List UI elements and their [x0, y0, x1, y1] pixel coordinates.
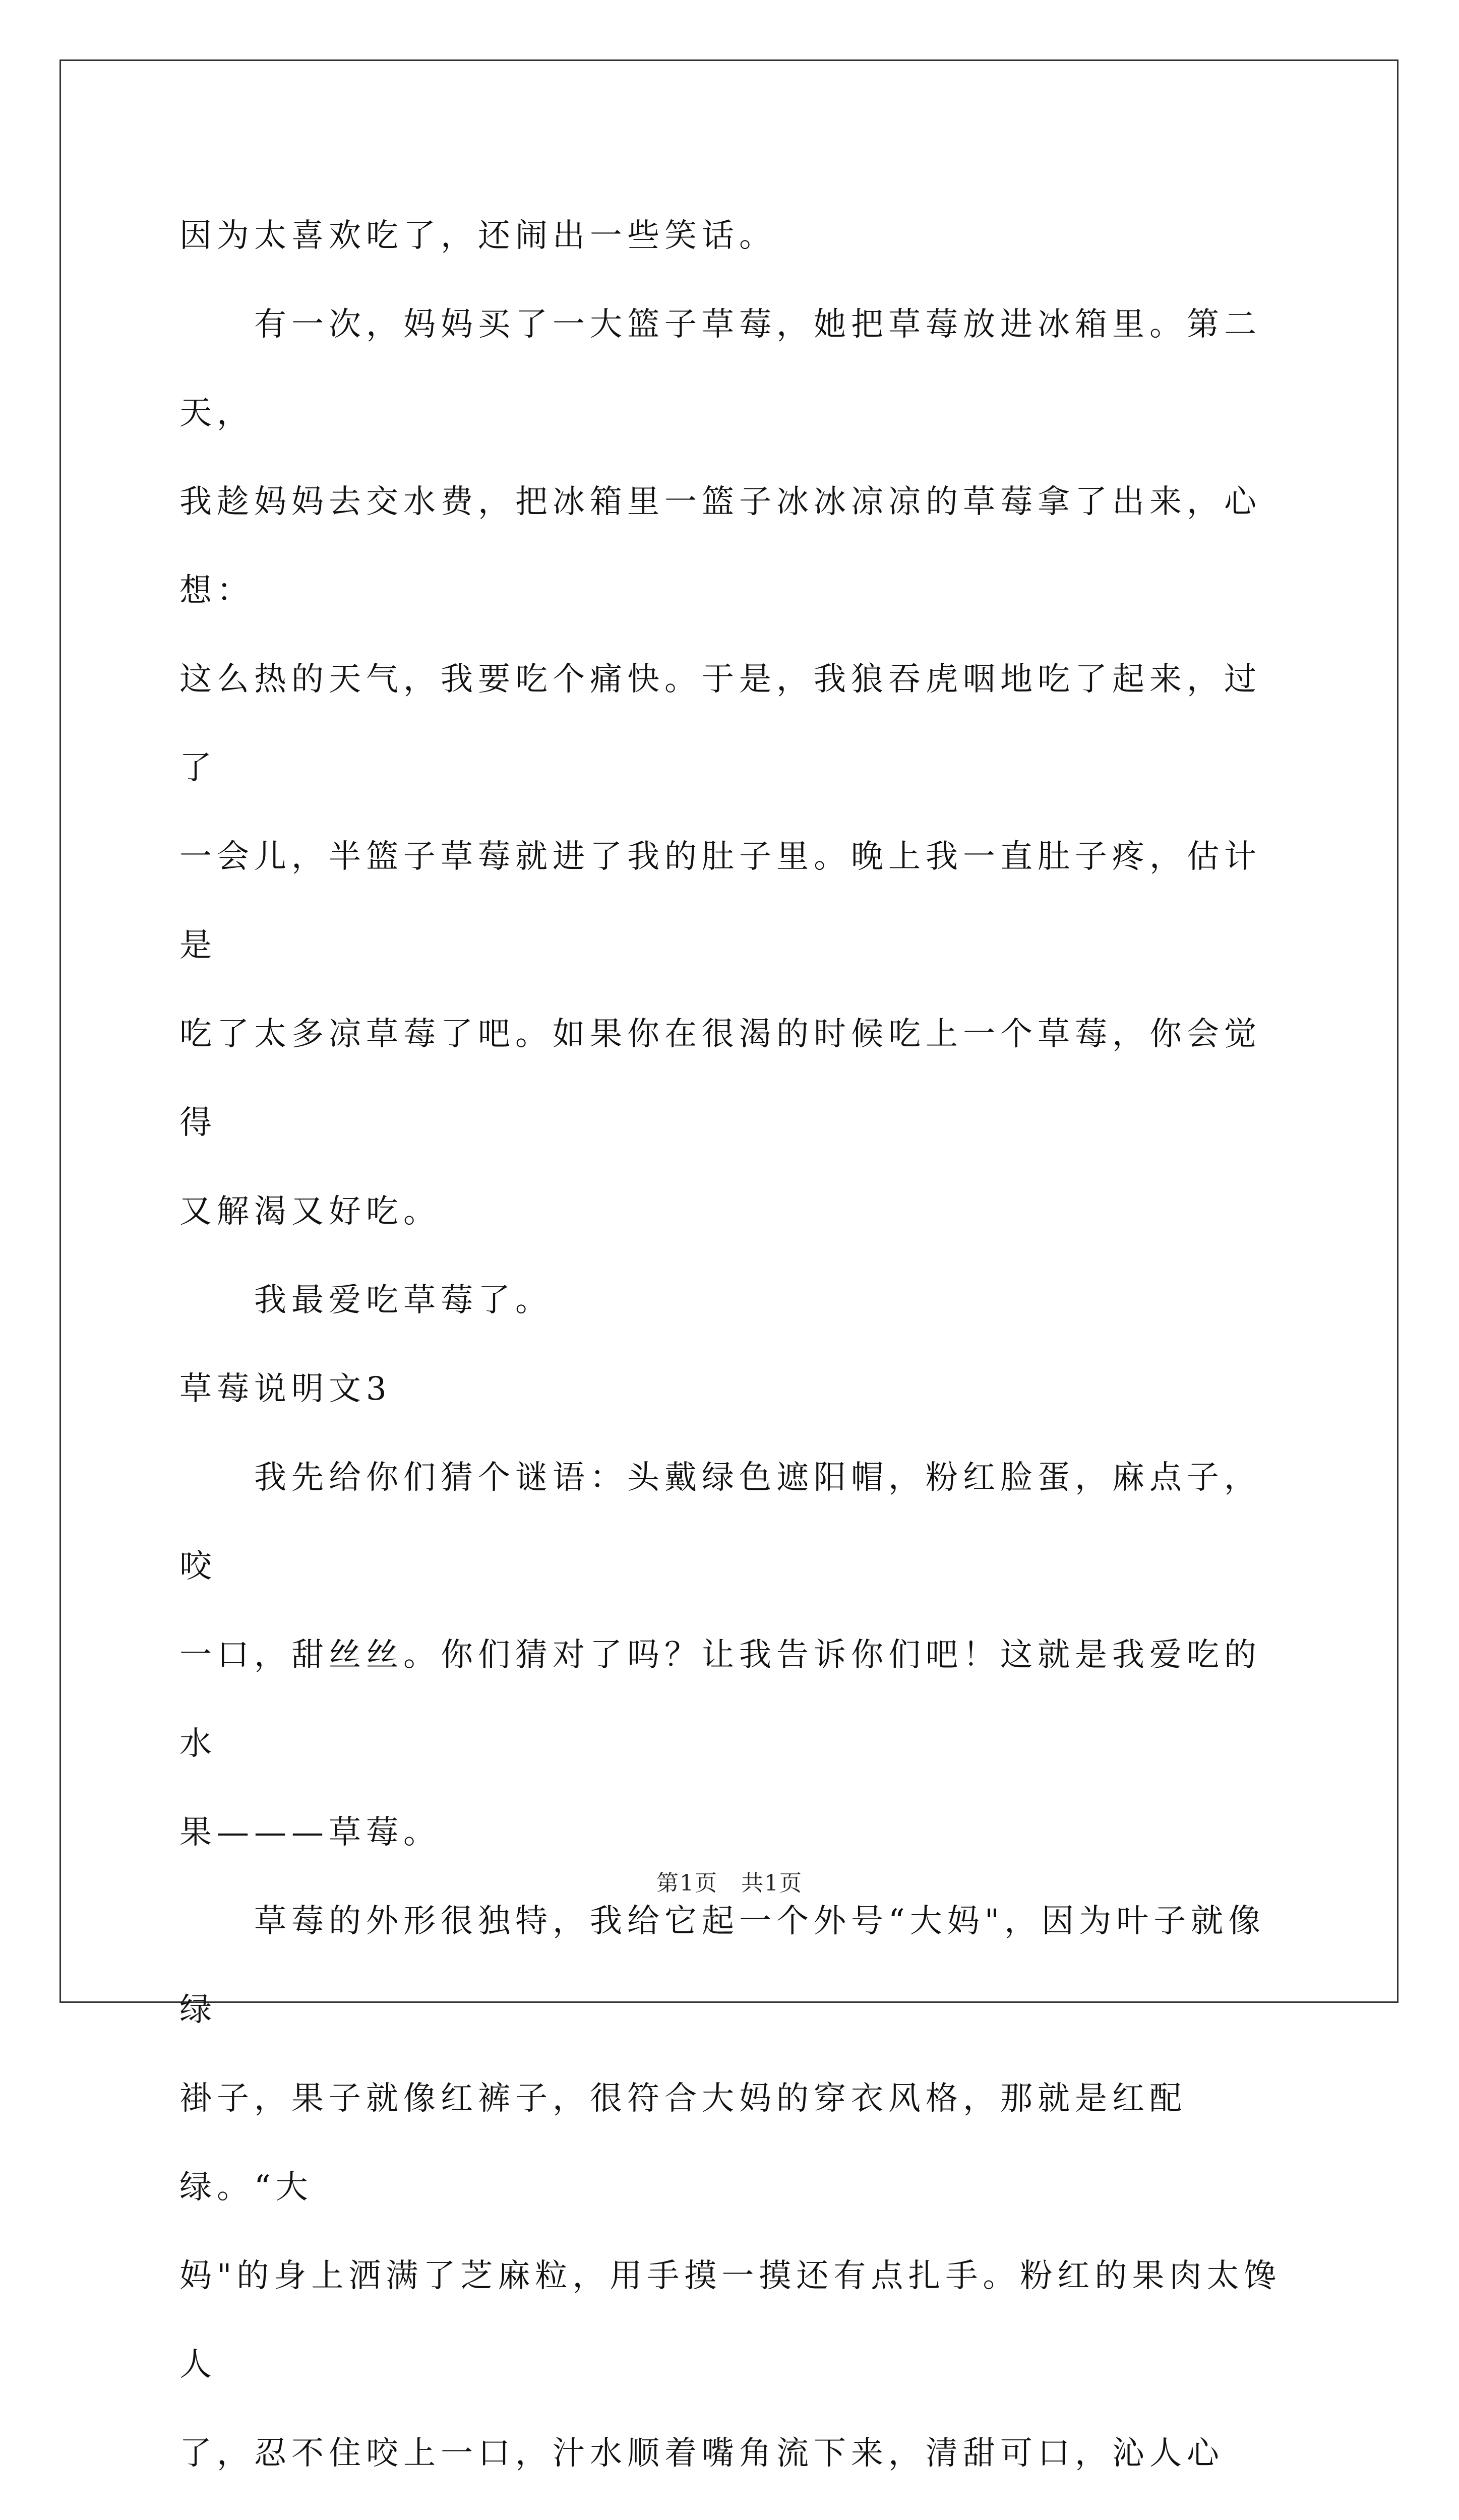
text-line: 我趁妈妈去交水费，把冰箱里一篮子冰冰凉凉的草莓拿了出来，心想： [179, 483, 1261, 609]
text-line: 草莓的外形很独特，我给它起一个外号“大妈"，因为叶子就像绿 [179, 1903, 1266, 2029]
text-line: 因为太喜欢吃了，还闹出一些笑话。 [179, 217, 776, 255]
text-line: 吃了太多凉草莓了吧。如果你在很渴的时候吃上一个草莓，你会觉得 [179, 1016, 1261, 1142]
text-line: 一口，甜丝丝。你们猜对了吗？让我告诉你们吧！这就是我爱吃的水 [179, 1636, 1261, 1762]
text-line: 我最爱吃草莓了。 [179, 1282, 553, 1319]
page-footer: 第1页 共1页 [656, 1870, 803, 1896]
text-line: 又解渴又好吃。 [179, 1193, 441, 1230]
document-body [179, 192, 1289, 2520]
text-line: 一会儿，半篮子草莓就进了我的肚子里。晚上我一直肚子疼，估计是 [179, 838, 1261, 964]
text-line: 果———草莓。 [179, 1814, 441, 1851]
text-line: 这么热的天气，我要吃个痛快。于是，我狼吞虎咽地吃了起来，过了 [179, 661, 1261, 787]
text-line: 我先给你们猜个谜语：头戴绿色遮阳帽，粉红脸蛋，麻点子，咬 [179, 1459, 1261, 1585]
text-line: 妈"的身上洒满了芝麻粒，用手摸一摸还有点扎手。粉红的果肉太馋人 [179, 2257, 1282, 2383]
section-heading: 草莓说明文3 [179, 1370, 392, 1408]
text-line: 了，忍不住咬上一口，汁水顺着嘴角流下来，清甜可口，沁人心 [179, 2435, 1224, 2472]
text-line: 褂子，果子就像红裤子，很符合大妈的穿衣风格，那就是红配绿。“大 [179, 2080, 1187, 2206]
text-line: 有一次，妈妈买了一大篮子草莓，她把草莓放进冰箱里。第二天， [179, 306, 1261, 432]
